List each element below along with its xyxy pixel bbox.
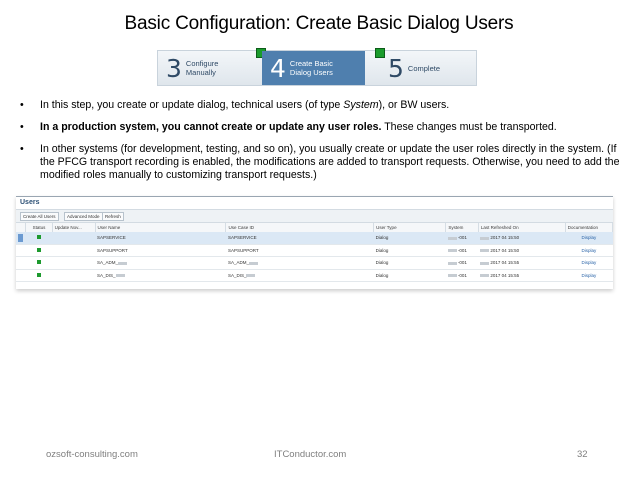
footer-left: ozsoft-consulting.com	[46, 449, 138, 460]
user-name-cell: SAPSERVICE	[95, 232, 226, 244]
row-selector-header[interactable]	[16, 223, 26, 232]
display-link[interactable]: Display	[565, 244, 612, 257]
advanced-mode-button[interactable]: Advanced Mode	[64, 212, 103, 221]
column-header-user-name[interactable]: User Name	[95, 223, 226, 232]
status-icon	[26, 257, 52, 270]
use-case-cell: SAPSERVICE	[226, 232, 374, 244]
table-row[interactable]	[16, 257, 613, 270]
step-label: Complete	[407, 63, 441, 73]
use-case-cell: SA_ADM_	[226, 257, 374, 270]
last-refreshed-cell: 2017 04 15:55	[478, 269, 565, 282]
table-row[interactable]	[16, 244, 613, 257]
row-selector[interactable]	[16, 257, 26, 270]
last-refreshed-cell: 2017 04 15:55	[478, 257, 565, 270]
step-label: Create Basic Dialog Users	[289, 59, 333, 77]
status-icon	[26, 232, 52, 244]
column-header-documentation[interactable]: Documentation	[565, 223, 612, 232]
step-number: 5	[388, 53, 404, 83]
system-cell: -001	[446, 232, 478, 244]
bullet-list	[20, 99, 620, 191]
system-cell: -001	[446, 244, 478, 257]
display-link[interactable]: Display	[565, 257, 612, 270]
footer-center: ITConductor.com	[274, 449, 347, 460]
slide-title: Basic Configuration: Create Basic Dialog Users	[124, 13, 514, 34]
step-number: 4	[270, 53, 286, 83]
system-cell: -001	[446, 269, 478, 282]
display-link[interactable]: Display	[565, 269, 612, 282]
bullet-icon: •	[20, 121, 24, 133]
column-header-update[interactable]: Update Nov...	[52, 223, 95, 232]
refresh-button[interactable]: Refresh	[102, 212, 124, 221]
user-type-cell: Dialog	[374, 232, 446, 244]
row-selector[interactable]	[16, 232, 26, 244]
column-header-use-case[interactable]: Use Case ID	[226, 223, 374, 232]
wizard-steps	[157, 50, 477, 86]
page-number: 32	[577, 449, 588, 460]
status-icon	[26, 269, 52, 282]
update-cell	[52, 232, 95, 244]
step-number: 3	[166, 53, 182, 83]
user-name-cell: SAPSUPPORT	[95, 244, 226, 257]
panel-title: Users	[20, 199, 40, 206]
bullet-icon: •	[20, 143, 24, 155]
use-case-cell: SAPSUPPORT	[226, 244, 374, 257]
last-refreshed-cell: 2017 04 15:50	[478, 232, 565, 244]
create-all-users-button[interactable]: Create All Users	[20, 212, 59, 221]
status-icon	[26, 244, 52, 257]
step-status-icon	[375, 48, 385, 58]
row-selector[interactable]	[16, 244, 26, 257]
user-type-cell: Dialog	[374, 244, 446, 257]
wizard-step-complete[interactable]	[388, 51, 440, 85]
bullet-item: • In other systems (for development, testing, and so on), you usually create or update the user roles directly in the system. (If the PFCG transport recording is enabled, the modifications are added to transport requests. Otherwise, you need to add the modified roles manually to customizing transport requests.)	[20, 143, 620, 181]
table-row[interactable]	[16, 269, 613, 282]
update-cell	[52, 244, 95, 257]
step-label: Configure Manually	[185, 59, 219, 77]
bullet-item: • In a production system, you cannot create or update any user roles. These changes must be transported.	[20, 121, 557, 133]
row-selector[interactable]	[16, 269, 26, 282]
wizard-step-configure[interactable]	[166, 51, 218, 85]
user-name-cell: SA_DIS_	[95, 269, 226, 282]
user-name-cell: SA_ADM_	[95, 257, 226, 270]
table-header-row	[16, 223, 613, 232]
system-cell: -001	[446, 257, 478, 270]
column-header-system[interactable]: System	[446, 223, 478, 232]
column-header-status[interactable]: Status	[26, 223, 52, 232]
users-table	[16, 223, 613, 282]
column-header-last-refreshed[interactable]: Last Refreshed On	[478, 223, 565, 232]
bullet-item: • In this step, you create or update dialog, technical users (of type System), or BW users.	[20, 99, 450, 111]
users-panel	[16, 196, 613, 289]
use-case-cell: SA_DIS_	[226, 269, 374, 282]
last-refreshed-cell: 2017 04 15:50	[478, 244, 565, 257]
user-type-cell: Dialog	[374, 269, 446, 282]
update-cell	[52, 269, 95, 282]
user-type-cell: Dialog	[374, 257, 446, 270]
table-toolbar	[16, 209, 613, 223]
update-cell	[52, 257, 95, 270]
bullet-icon: •	[20, 99, 24, 111]
table-row[interactable]	[16, 232, 613, 244]
display-link[interactable]: Display	[565, 232, 612, 244]
column-header-user-type[interactable]: User Type	[374, 223, 446, 232]
wizard-step-create-users[interactable]	[262, 51, 365, 85]
